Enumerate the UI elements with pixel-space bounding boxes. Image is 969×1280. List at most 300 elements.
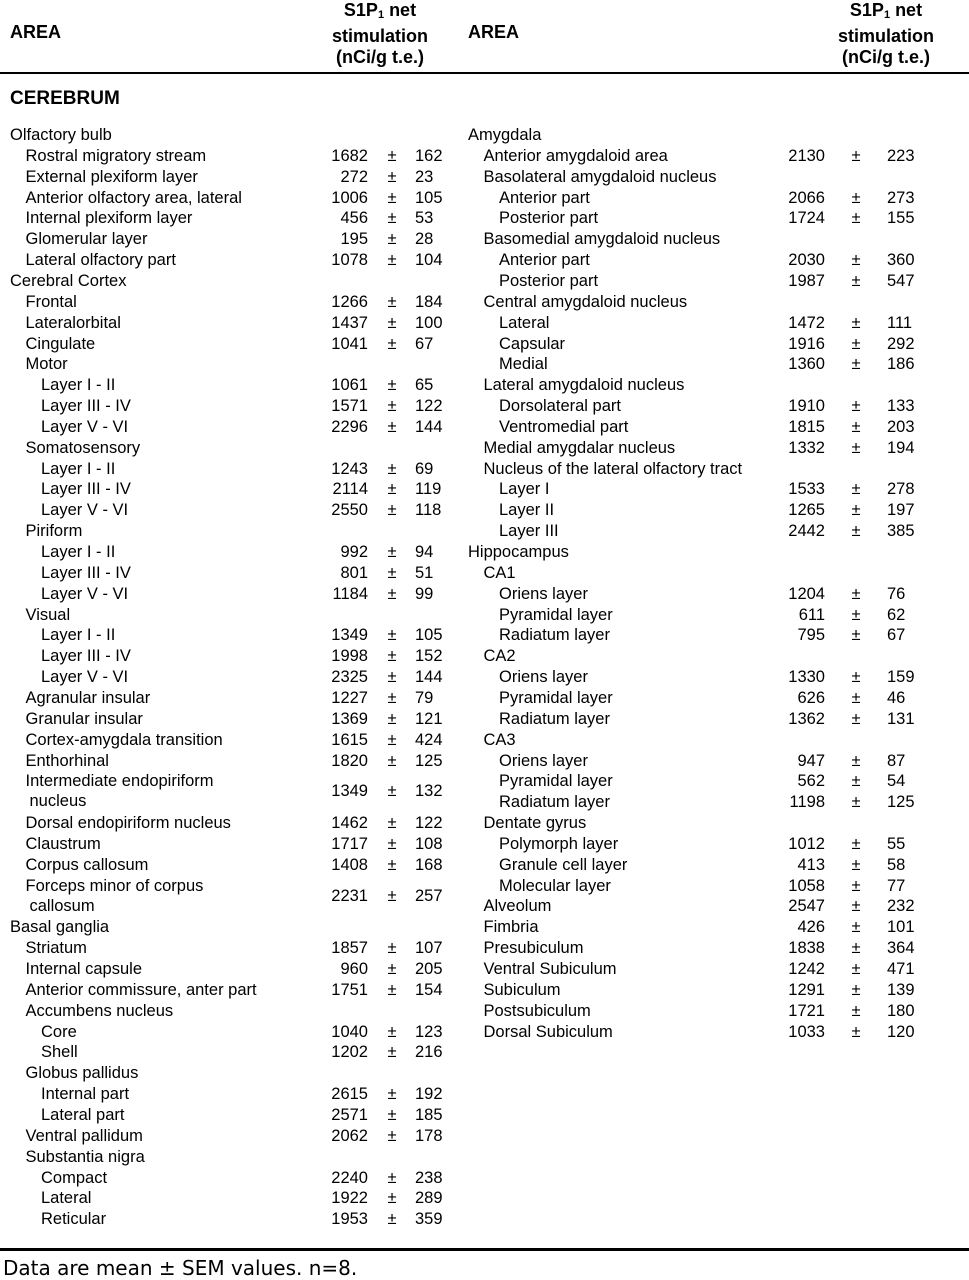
area-label-text: Lateral olfactory part [25,251,176,270]
area-label [26,1126,143,1146]
plus-minus-symbol: ± [387,782,397,801]
mean-value: 562 [797,772,825,791]
area-label [41,625,115,645]
sem-value: 123 [415,1022,443,1041]
plus-minus-symbol: ± [851,876,861,895]
area-label [484,1022,613,1042]
area-label [41,584,128,604]
mean-value: 2325 [331,668,368,687]
area-label [41,459,115,479]
mean-value: 272 [340,167,368,186]
sem-value: 23 [415,167,434,186]
area-label-text: Lateral amygdaloid nucleus [483,376,685,395]
area-label-text: Intermediate endopiriform [25,772,214,791]
area-label-text: Layer III [499,522,559,541]
plus-minus-symbol: ± [851,939,861,958]
area-label-text: Frontal [25,292,77,311]
area-label [484,730,516,750]
mean-value: 1815 [788,417,825,436]
plus-minus-symbol: ± [851,397,861,416]
stim-header-line2: stimulation [331,26,428,46]
sem-value: 232 [887,897,915,916]
mean-value: 2062 [331,1126,368,1145]
plus-minus-symbol: ± [851,522,861,541]
area-label [41,500,128,520]
area-label-text: Cingulate [25,334,96,353]
mean-value: 1838 [788,939,825,958]
sem-value: 194 [887,438,915,457]
area-label-text: Ventral pallidum [25,1126,143,1145]
area-label [484,146,668,166]
area-label-text: Anterior part [499,188,590,207]
area-label [41,375,115,395]
plus-minus-symbol: ± [851,626,861,645]
sem-value: 131 [887,709,915,728]
area-label-text: Anterior part [499,251,590,270]
plus-minus-symbol: ± [387,939,397,958]
area-label-text: Medial [499,355,548,374]
mean-value: 1408 [331,855,368,874]
area-label-text: Fimbria [483,918,539,937]
plus-minus-symbol: ± [387,209,397,228]
sem-value: 69 [415,459,434,478]
area-label [41,646,131,666]
area-label [41,396,131,416]
area-label-text: Layer V - VI [41,584,129,603]
area-label-text: Lateral part [41,1105,125,1124]
mean-value: 1922 [331,1189,368,1208]
mean-value: 1437 [331,313,368,332]
area-label-text: Presubiculum [483,939,584,958]
sem-value: 364 [887,939,915,958]
area-label-text: Layer I - II [41,543,116,561]
sem-value: 144 [415,668,443,687]
left-area-header: AREA [10,22,62,42]
sem-value: 152 [415,647,443,666]
mean-value: 2550 [331,501,368,520]
mean-value: 1078 [331,251,368,270]
area-label-text: Piriform [25,522,83,541]
left-stim-header [310,0,450,68]
sem-value: 62 [887,605,906,624]
area-label-text: Hippocampus [468,543,569,561]
sem-value: 77 [887,876,906,895]
sem-value: 79 [415,688,434,707]
area-label [26,605,71,625]
area-label [26,959,143,979]
sem-value: 144 [415,417,443,436]
area-label [26,334,96,354]
area-label [41,1042,78,1062]
plus-minus-symbol: ± [387,376,397,395]
area-label [10,125,112,145]
plus-minus-symbol: ± [851,688,861,707]
area-label-text: Layer I - II [41,376,116,395]
sem-value: 257 [415,886,443,905]
area-label [10,917,109,937]
sem-value: 132 [415,782,443,801]
area-label-continuation: callosum [29,896,95,915]
plus-minus-symbol: ± [387,751,397,770]
sem-value: 107 [415,939,443,958]
stim-header-line3: (nCi/g t.e.) [842,47,930,67]
area-label [10,271,126,291]
area-label [499,354,548,374]
area-label [26,1063,139,1083]
area-label [499,667,588,687]
area-label [499,834,618,854]
plus-minus-symbol: ± [387,417,397,436]
mean-value: 801 [340,563,368,582]
mean-value: 1202 [331,1043,368,1062]
mean-value: 611 [798,605,825,624]
area-label [468,125,541,145]
plus-minus-symbol: ± [387,1126,397,1145]
area-label [26,313,121,333]
plus-minus-symbol: ± [851,834,861,853]
area-label [484,438,676,458]
sem-value: 54 [887,772,906,791]
plus-minus-symbol: ± [387,480,397,499]
area-label-text: Dorsolateral part [499,397,621,416]
plus-minus-symbol: ± [851,271,861,290]
area-label [499,313,549,333]
mean-value: 1910 [788,397,825,416]
sem-value: 67 [887,626,906,645]
sem-value: 547 [887,271,915,290]
plus-minus-symbol: ± [851,1022,861,1041]
plus-minus-symbol: ± [387,397,397,416]
area-label-text: Layer II [499,501,555,520]
area-label [26,855,149,875]
plus-minus-symbol: ± [387,647,397,666]
sem-value: 120 [887,1022,915,1041]
area-label [499,771,613,791]
stim-header-line2: stimulation [837,26,934,46]
mean-value: 1012 [788,834,825,853]
area-label-text: Anterior commissure, anter part [25,980,257,999]
area-label-text: Internal plexiform layer [25,209,193,228]
plus-minus-symbol: ± [387,1022,397,1041]
sem-value: 168 [415,855,443,874]
area-label-text: Accumbens nucleus [25,1001,174,1020]
mean-value: 1330 [788,668,825,687]
area-label [499,500,554,520]
area-label-text: Layer I [499,480,550,499]
area-label-continuation: nucleus [29,792,87,811]
sem-value: 108 [415,834,443,853]
sem-value: 139 [887,980,915,999]
mean-value: 2130 [788,146,825,165]
area-label-text: Forceps minor of corpus [25,876,204,895]
area-label [26,813,231,833]
area-label [41,1209,106,1229]
mean-value: 1462 [331,814,368,833]
area-label [26,250,176,270]
area-label [41,542,115,562]
mean-value: 1040 [331,1022,368,1041]
area-label [41,1188,91,1208]
plus-minus-symbol: ± [851,313,861,332]
sem-value: 121 [415,709,443,728]
sem-value: 122 [415,397,443,416]
area-label-text: Subiculum [483,980,561,999]
mean-value: 1369 [331,709,368,728]
sem-value: 105 [415,626,443,645]
area-label [26,521,83,541]
stim-header-s1p: S1P [343,0,378,20]
area-label [484,813,587,833]
sem-value: 471 [887,960,915,978]
sem-value: 104 [415,251,443,270]
sem-value: 186 [887,355,915,374]
area-label-text: Motor [25,355,68,374]
mean-value: 795 [797,626,825,645]
area-label [26,354,68,374]
sem-value: 178 [415,1126,443,1145]
sem-value: 105 [415,188,443,207]
mean-value: 2442 [788,522,825,541]
mean-value: 1242 [788,960,825,978]
area-label [484,229,721,249]
sem-value: 185 [415,1105,443,1124]
area-label [41,479,131,499]
plus-minus-symbol: ± [851,480,861,499]
area-label [41,1022,77,1042]
sem-value: 203 [887,417,915,436]
sem-value: 205 [415,960,443,978]
mean-value: 1291 [788,980,825,999]
sem-value: 28 [415,230,434,249]
area-label-text: Ventromedial part [499,417,629,436]
area-label [41,563,131,583]
sem-value: 125 [887,793,915,812]
area-label-text: Pyramidal layer [499,688,613,707]
area-label [26,834,101,854]
area-label [41,417,128,437]
area-label-text: Posterior part [499,209,599,228]
area-label-text: Somatosensory [25,438,141,457]
plus-minus-symbol: ± [387,980,397,999]
area-label-text: CA1 [483,563,516,582]
plus-minus-symbol: ± [851,793,861,812]
sem-value: 359 [415,1210,443,1229]
stim-header-subscript: 1 [377,9,385,21]
area-label [499,688,613,708]
area-label-text: Granule cell layer [499,855,628,874]
plus-minus-symbol: ± [851,334,861,353]
area-label-text: Reticular [41,1210,107,1229]
plus-minus-symbol: ± [851,960,861,978]
plus-minus-symbol: ± [851,438,861,457]
area-label-text: Medial amygdalar nucleus [483,438,676,457]
area-label [26,980,257,1000]
plus-minus-symbol: ± [387,814,397,833]
plus-minus-symbol: ± [851,1001,861,1020]
area-label-text: Shell [41,1043,78,1062]
area-label [499,208,598,228]
mean-value: 1682 [331,146,368,165]
area-label [484,980,561,1000]
plus-minus-symbol: ± [387,1189,397,1208]
area-label-text: Oriens layer [499,751,588,770]
mean-value: 456 [340,209,368,228]
mean-value: 960 [340,960,368,978]
area-label [484,292,688,312]
area-label [41,1084,129,1104]
sem-value: 101 [887,918,915,937]
stim-header-s1p: S1P [849,0,884,20]
mean-value: 1184 [332,584,368,603]
plus-minus-symbol: ± [851,251,861,270]
mean-value: 1571 [331,397,368,416]
area-label [484,459,743,479]
plus-minus-symbol: ± [851,668,861,687]
plus-minus-symbol: ± [387,251,397,270]
area-label [484,167,717,187]
area-label-text: Core [41,1022,77,1041]
sem-value: 154 [415,980,443,999]
plus-minus-symbol: ± [387,501,397,520]
area-label [468,542,569,562]
mean-value: 1953 [331,1210,368,1229]
plus-minus-symbol: ± [387,709,397,728]
mean-value: 1820 [331,751,368,770]
plus-minus-symbol: ± [851,209,861,228]
plus-minus-symbol: ± [387,313,397,332]
area-label-text: Pyramidal layer [499,772,613,791]
plus-minus-symbol: ± [387,563,397,582]
mean-value: 626 [797,688,825,707]
mean-value: 2240 [331,1168,368,1187]
mean-value: 1058 [788,876,825,895]
sem-value: 159 [887,668,915,687]
area-label-text: Basolateral amygdaloid nucleus [483,167,717,186]
area-label [484,563,516,583]
area-label [26,771,214,811]
sem-value: 87 [887,751,906,770]
area-label [26,292,77,312]
sem-value: 118 [415,501,442,520]
area-label [499,876,611,896]
area-label [484,917,539,937]
area-label-text: Anterior olfactory area, lateral [25,188,242,207]
area-label-text: Substantia nigra [25,1147,145,1166]
plus-minus-symbol: ± [851,918,861,937]
mean-value: 1998 [331,647,368,666]
mean-value: 1061 [331,376,368,395]
plus-minus-symbol: ± [387,730,397,749]
mean-value: 1717 [331,834,368,853]
sem-value: 46 [887,688,906,707]
area-label-text: Nucleus of the lateral olfactory tract [483,459,743,478]
mean-value: 1349 [331,626,368,645]
sem-value: 99 [415,584,434,603]
area-label-text: CA2 [483,647,516,666]
area-label-text: CA3 [483,730,516,749]
mean-value: 1204 [788,584,825,603]
stim-header-net: net [384,0,417,20]
area-label [484,375,685,395]
plus-minus-symbol: ± [851,980,861,999]
sem-value: 55 [887,834,906,853]
mean-value: 1332 [788,438,825,457]
sem-value: 197 [887,501,915,520]
plus-minus-symbol: ± [387,1168,397,1187]
area-label-text: Internal capsule [25,960,142,978]
area-label-text: External plexiform layer [25,167,198,186]
area-label-text: Glomerular layer [25,230,148,249]
area-label [26,208,193,228]
area-label-text: Striatum [25,939,87,958]
area-label-text: Layer V - VI [41,501,129,520]
area-label-text: Compact [41,1168,108,1187]
mean-value: 1987 [788,271,825,290]
sem-value: 238 [415,1168,443,1187]
mean-value: 1721 [788,1001,825,1020]
area-label-text: Layer I - II [41,626,116,645]
mean-value: 1916 [788,334,825,353]
sem-value: 125 [415,751,443,770]
mean-value: 1857 [331,939,368,958]
mean-value: 1227 [331,688,368,707]
area-label-text: Radiatum layer [499,793,610,812]
plus-minus-symbol: ± [387,334,397,353]
plus-minus-symbol: ± [387,834,397,853]
area-label [499,417,628,437]
area-label-text: Alveolum [483,897,552,916]
area-label-text: Layer III - IV [41,647,131,666]
area-label [26,438,141,458]
plus-minus-symbol: ± [387,1105,397,1124]
plus-minus-symbol: ± [851,751,861,770]
plus-minus-symbol: ± [387,855,397,874]
sem-value: 53 [415,209,434,228]
area-label-text: Corpus callosum [25,855,149,874]
area-label [499,521,559,541]
area-label-text: Layer V - VI [41,417,129,436]
sem-value: 162 [415,146,443,165]
sem-value: 216 [415,1043,443,1062]
header-bottom-rule [0,72,969,74]
sem-value: 424 [415,730,443,749]
plus-minus-symbol: ± [387,230,397,249]
area-label-text: Postsubiculum [483,1001,591,1020]
plus-minus-symbol: ± [387,1085,397,1104]
area-label-text: Cortex-amygdala transition [25,730,223,749]
area-label-text: Layer V - VI [41,668,129,687]
sem-value: 94 [415,543,434,561]
mean-value: 413 [797,855,825,874]
sem-value: 119 [415,480,442,499]
footnote: Data are mean ± SEM values. n=8. [3,1256,358,1280]
plus-minus-symbol: ± [387,167,397,186]
sem-value: 133 [887,397,915,416]
area-label [26,938,87,958]
plus-minus-symbol: ± [851,146,861,165]
mean-value: 2231 [331,886,368,905]
mean-value: 1533 [788,480,825,499]
area-label-text: Claustrum [25,834,101,853]
area-label-text: Layer III - IV [41,480,131,499]
mean-value: 2066 [788,188,825,207]
area-label-text: Dentate gyrus [483,814,587,833]
mean-value: 1198 [789,793,825,812]
mean-value: 2114 [332,480,368,499]
sem-value: 223 [887,146,915,165]
mean-value: 1243 [331,459,368,478]
area-label-text: Dorsal Subiculum [483,1022,613,1041]
